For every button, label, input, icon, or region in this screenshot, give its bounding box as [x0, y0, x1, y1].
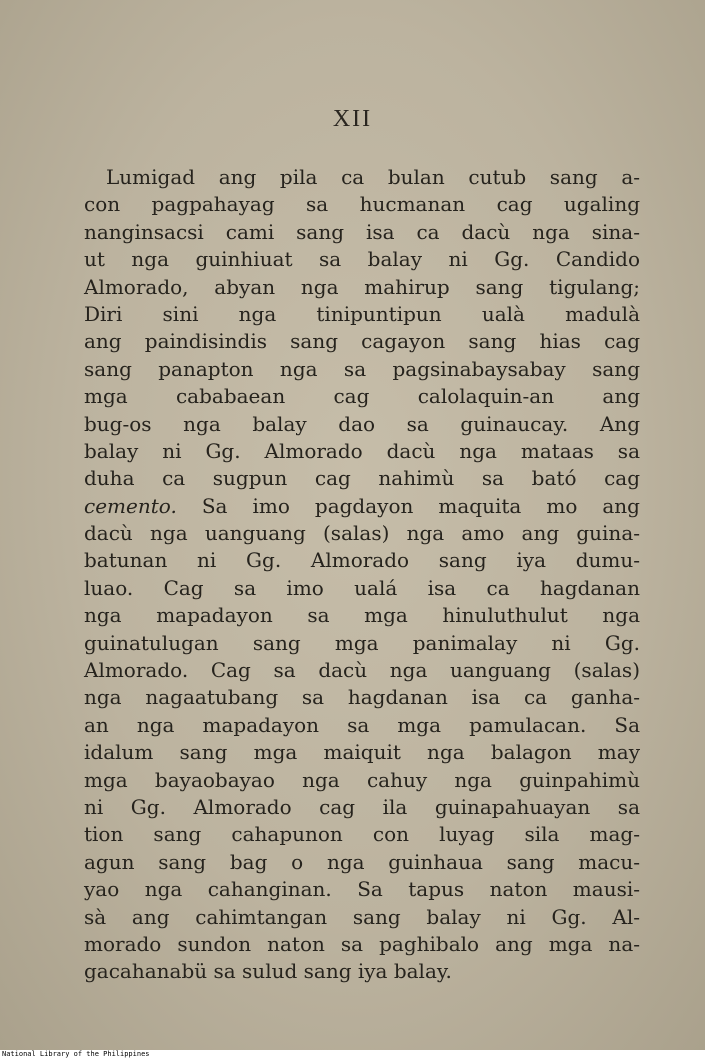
- text-line: ut nga guinhiuat sa balay ni Gg. Candido: [84, 247, 640, 272]
- text-line: batunan ni Gg. Almorado sang iya dumu-: [84, 548, 640, 573]
- text-line: idalum sang mga maiquit nga balagon may: [84, 740, 640, 765]
- text-line: ni Gg. Almorado cag ila guinapahuayan sa: [84, 794, 640, 819]
- text-line: mga cababaean cag calolaquin-an ang: [84, 384, 640, 409]
- text-line: gacahanabü sa sulud sang iya balay.: [84, 959, 452, 984]
- text-line: morado sundon naton sa paghibalo ang mga na-: [84, 931, 640, 956]
- text-line: an nga mapadayon sa mga pamulacan. Sa: [84, 712, 640, 737]
- body-paragraph: [84, 164, 640, 986]
- text-line: yao nga cahanginan. Sa tapus naton mausi-: [84, 877, 640, 902]
- text-line: con pagpahayag sa hucmanan cag ugaling: [84, 192, 640, 217]
- text-line: luao. Cag sa imo ualá isa ca hagdanan: [84, 575, 640, 600]
- text-line: mga bayaobayao nga cahuy nga guinpahimù: [84, 767, 640, 792]
- text-line: ang paindisindis sang cagayon sang hias cag: [84, 329, 640, 354]
- text-line: guinatulugan sang mga panimalay ni Gg.: [84, 630, 640, 655]
- text-line: nga mapadayon sa mga hinuluthulut nga: [84, 603, 640, 628]
- text-line: cemento. Sa imo pagdayon maquita mo ang: [84, 493, 640, 518]
- text-line: bug-os nga balay dao sa guinaucay. Ang: [84, 411, 640, 436]
- text-line: balay ni Gg. Almorado dacù nga mataas sa: [84, 438, 640, 463]
- text-line: duha ca sugpun cag nahimù sa bató cag: [84, 466, 640, 491]
- italic-word: cemento.: [84, 493, 177, 518]
- text-line: Almorado. Cag sa dacù nga uanguang (salas): [84, 658, 640, 683]
- text-line: sang panapton nga sa pagsinabaysabay sang: [84, 356, 640, 381]
- text-line: agun sang bag o nga guinhaua sang macu-: [84, 849, 640, 874]
- text-line: sà ang cahimtangan sang balay ni Gg. Al-: [84, 904, 640, 929]
- text-line: Lumigad ang pila ca bulan cutub sang a-: [106, 165, 640, 189]
- text-line: nanginsacsi cami sang isa ca dacù nga sina-: [84, 219, 640, 244]
- text-line: Almorado, abyan nga mahirup sang tigulang;: [84, 274, 640, 299]
- text-line: dacù nga uanguang (salas) nga amo ang guina-: [84, 521, 640, 546]
- chapter-heading: XII: [332, 106, 373, 132]
- text-line: tion sang cahapunon con luyag sila mag-: [84, 822, 640, 847]
- text-line: Diri sini nga tinipuntipun ualà madulà: [84, 301, 640, 326]
- footer-credit: National Library of the Philippines: [2, 1050, 705, 1058]
- text-line: nga nagaatubang sa hagdanan isa ca ganha-: [84, 685, 640, 710]
